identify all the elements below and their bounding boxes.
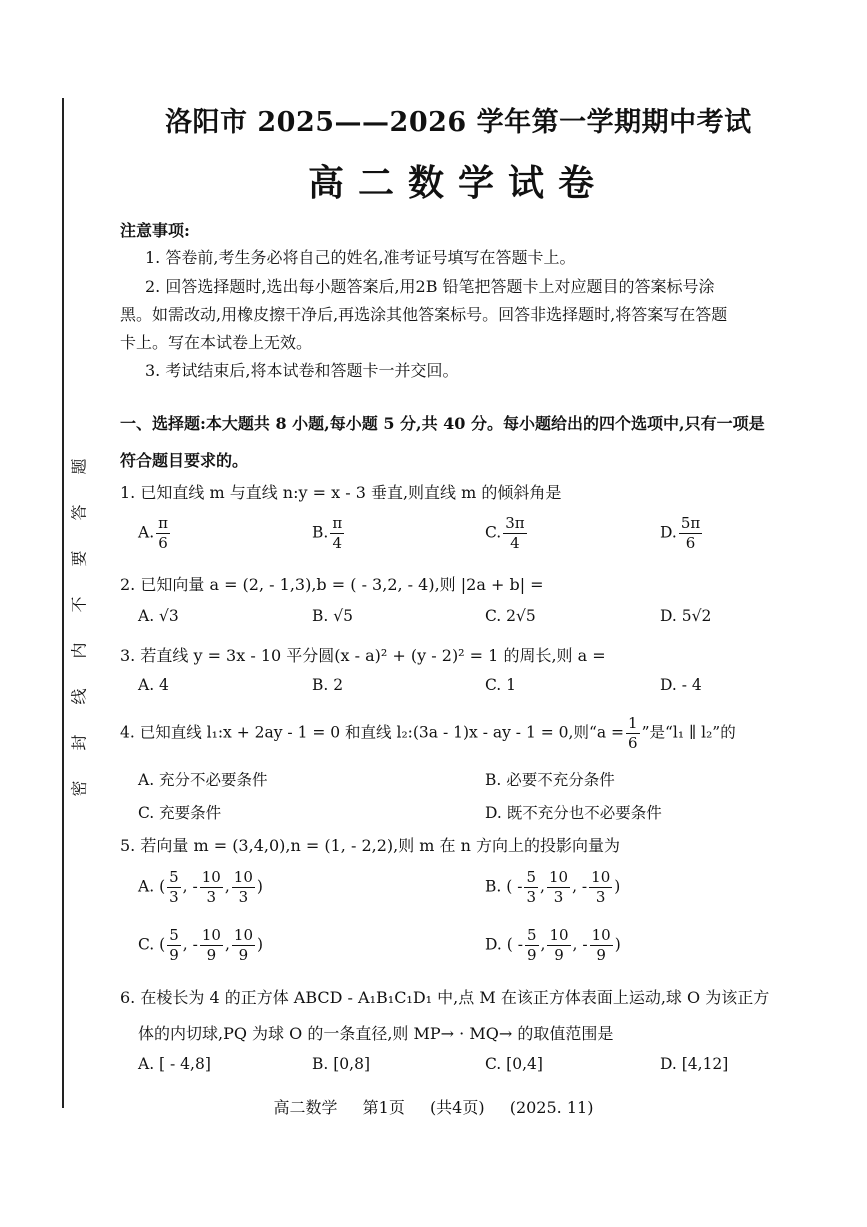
question-1-option-b: B. $\frac{\pi}{4}$ <box>312 514 343 552</box>
exam-title: 洛阳市 2025——2026 学年第一学期期中考试 <box>165 107 752 138</box>
notice-heading: 注意事项: <box>120 221 190 240</box>
seal-char: 密 <box>69 780 89 797</box>
section-heading: 一、选择题:本大题共 8 小题,每小题 5 分,共 40 分。每小题给出的四个选项中,只有一项是 <box>120 414 765 433</box>
footer-subject: 高二数学 <box>273 1098 338 1117</box>
seal-char: 线 <box>69 688 89 705</box>
question-3-option-b: B. 2 <box>312 676 344 694</box>
question-5-stem: 5. 若向量 m = (3,4,0),n = (1, - 2,2),则 m 在 n 方向上的投影向量为 <box>120 836 621 855</box>
question-1-stem: 1. 已知直线 m 与直线 n:y = x - 3 垂直,则直线 m 的倾斜角是 <box>120 483 562 502</box>
notice-item-2b: 黑。如需改动,用橡皮擦干净后,再选涂其他答案标号。回答非选择题时,将答案写在答题 <box>120 305 728 324</box>
seal-char: 答 <box>69 504 89 521</box>
question-6-option-d: D. [4,12] <box>660 1055 729 1073</box>
seal-char: 封 <box>69 734 89 751</box>
seal-char: 题 <box>69 458 89 475</box>
question-5-option-c: C. ( $\frac{5}{9}$ , - $\frac{10}{9}$ , $\frac{10}{9}$ ) <box>138 926 264 964</box>
seal-char: 不 <box>69 596 89 613</box>
question-1-option-d: D. $\frac{5\pi}{6}$ <box>660 514 701 552</box>
question-4-option-a: A. 充分不必要条件 <box>138 771 268 789</box>
question-2-stem: 2. 已知向量 a = (2, - 1,3),b = ( - 3,2, - 4),则 |2a + b| = <box>120 575 544 594</box>
question-4-stem: 4. 已知直线 l₁:x + 2ay - 1 = 0 和直线 l₂:(3a - 1)x - ay - 1 = 0,则“a = $\frac{1}{6}$ ”是“l₁ ∥ l₂”的 <box>120 714 736 752</box>
page-footer <box>0 1095 867 1118</box>
question-2-option-a: A. √3 <box>138 607 179 625</box>
question-1-option-c: C. $\frac{3\pi}{4}$ <box>485 514 525 552</box>
question-4-option-b: B. 必要不充分条件 <box>485 771 615 789</box>
footer-page: 第1页 <box>362 1098 405 1117</box>
question-6-option-c: C. [0,4] <box>485 1055 543 1073</box>
question-3-option-a: A. 4 <box>138 676 169 694</box>
question-6-stem: 6. 在棱长为 4 的正方体 ABCD - A₁B₁C₁D₁ 中,点 M 在该正方体表面上运动,球 O 为该正方 <box>120 988 770 1007</box>
notice-item-1: 1. 答卷前,考生务必将自己的姓名,准考证号填写在答题卡上。 <box>145 248 576 267</box>
footer-total: (共4页) <box>429 1098 485 1117</box>
question-3-stem: 3. 若直线 y = 3x - 10 平分圆(x - a)² + (y - 2)² = 1 的周长,则 a = <box>120 646 606 665</box>
seal-char: 要 <box>69 550 89 567</box>
section-heading-cont: 符合题目要求的。 <box>120 451 249 470</box>
question-2-option-d: D. 5√2 <box>660 607 712 625</box>
paper-title: 高二数学试卷 <box>308 162 609 204</box>
question-3-option-d: D. - 4 <box>660 676 702 694</box>
question-5-option-d: D. ( - $\frac{5}{9}$ , $\frac{10}{9}$ , - $\frac{10}{9}$ ) <box>485 926 621 964</box>
question-6-stem-cont: 体的内切球,PQ 为球 O 的一条直径,则 MP→ · MQ→ 的取值范围是 <box>138 1024 614 1043</box>
seal-char: 内 <box>69 642 89 659</box>
seal-notice <box>66 455 90 800</box>
question-6-option-b: B. [0,8] <box>312 1055 370 1073</box>
question-2-option-c: C. 2√5 <box>485 607 536 625</box>
question-1-option-a: A. $\frac{\pi}{6}$ <box>138 514 168 552</box>
question-6-option-a: A. [ - 4,8] <box>138 1055 211 1073</box>
footer-date: (2025. 11) <box>509 1098 594 1117</box>
question-3-option-c: C. 1 <box>485 676 517 694</box>
notice-item-2a: 2. 回答选择题时,选出每小题答案后,用2B 铅笔把答题卡上对应题目的答案标号涂 <box>145 277 715 296</box>
question-5-option-a: A. ( $\frac{5}{3}$ , - $\frac{10}{3}$ , $\frac{10}{3}$ ) <box>138 868 263 906</box>
question-2-option-b: B. √5 <box>312 607 353 625</box>
question-4-option-c: C. 充要条件 <box>138 804 222 822</box>
question-5-option-b: B. ( - $\frac{5}{3}$ , $\frac{10}{3}$ , - $\frac{10}{3}$ ) <box>485 868 621 906</box>
notice-item-3: 3. 考试结束后,将本试卷和答题卡一并交回。 <box>145 361 459 380</box>
notice-item-2c: 卡上。写在本试卷上无效。 <box>120 333 313 352</box>
binding-line <box>62 98 64 1108</box>
question-4-option-d: D. 既不充分也不必要条件 <box>485 804 662 822</box>
